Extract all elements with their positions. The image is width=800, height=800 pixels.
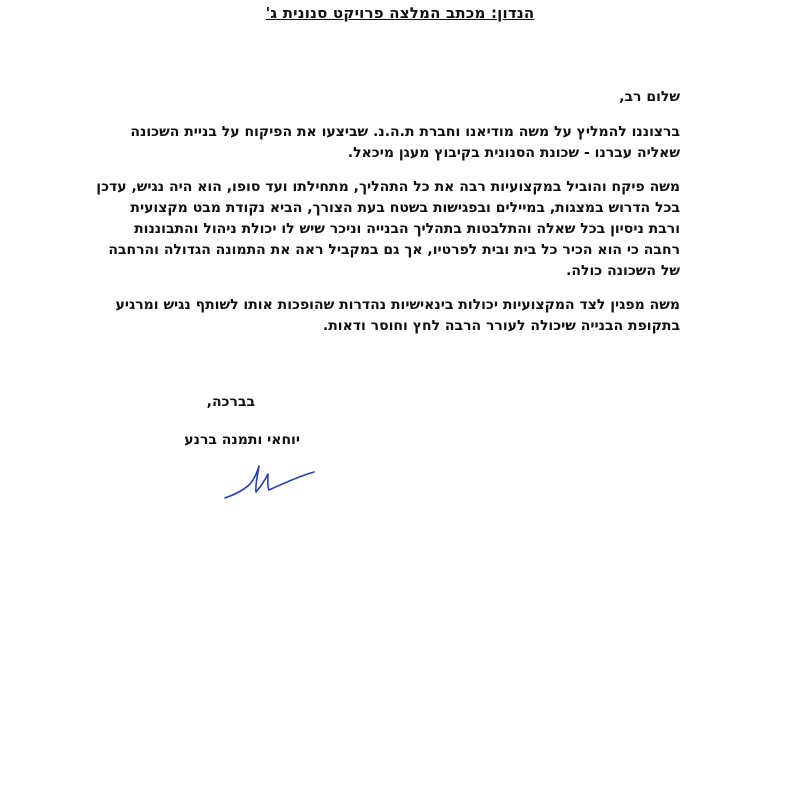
paragraph-line: משה פיקח והוביל במקצועיות רבה את כל התהליך, מתחילתו ועד סופו, הוא היה נגיש, עדכן [96,179,680,195]
letter-closing: בברכה, [206,394,255,410]
paragraph-line: שאליה עברנו - שכונת הסנונית בקיבוץ מעגן מיכאל. [347,145,680,161]
paragraph-line: משה מפגין לצד המקצועיות יכולות בינאישיות נהדרות שהופכות אותו לשותף נגיש ומרגיע [115,297,680,313]
letter-signer: יוחאי ותמנה ברנע [184,432,300,448]
paragraph-line: רחבה כי הוא הכיר כל בית ובית לפרטיו, אך גם במקביל ראה את התמונה הגדולה והרחבה [108,242,680,258]
paragraph-line: בכל הדרוש במצגות, במיילים ובפגישות בשטח בעת הצורך, הביא נקודת מבט מקצועית [130,200,680,216]
signature-stroke [225,466,314,498]
handwritten-signature [222,460,317,505]
paragraph-recommendation-intro [120,122,680,164]
paragraph-interpersonal [115,295,680,337]
paragraph-line: בתקופת הבנייה שיכולה לעורר הרבה לחץ וחוסר ודאות. [322,318,680,334]
paragraph-line: של השכונה כולה. [566,263,680,279]
paragraph-professionalism [96,177,680,282]
paragraph-line: ברצוננו להמליץ על משה מודיאנו וחברת ת.ה.נ. שביצעו את הפיקוח על בניית השכונה [130,124,680,140]
letter-subject: הנדון: מכתב המלצה פרויקט סנונית ג' [265,4,535,22]
paragraph-line: ורבת ניסיון בכל שאלה והתלבטות בתהליך הבנייה וניכר שיש לו יכולת ניהול והתבוננות [134,221,680,237]
letter-greeting: שלום רב, [619,89,680,105]
